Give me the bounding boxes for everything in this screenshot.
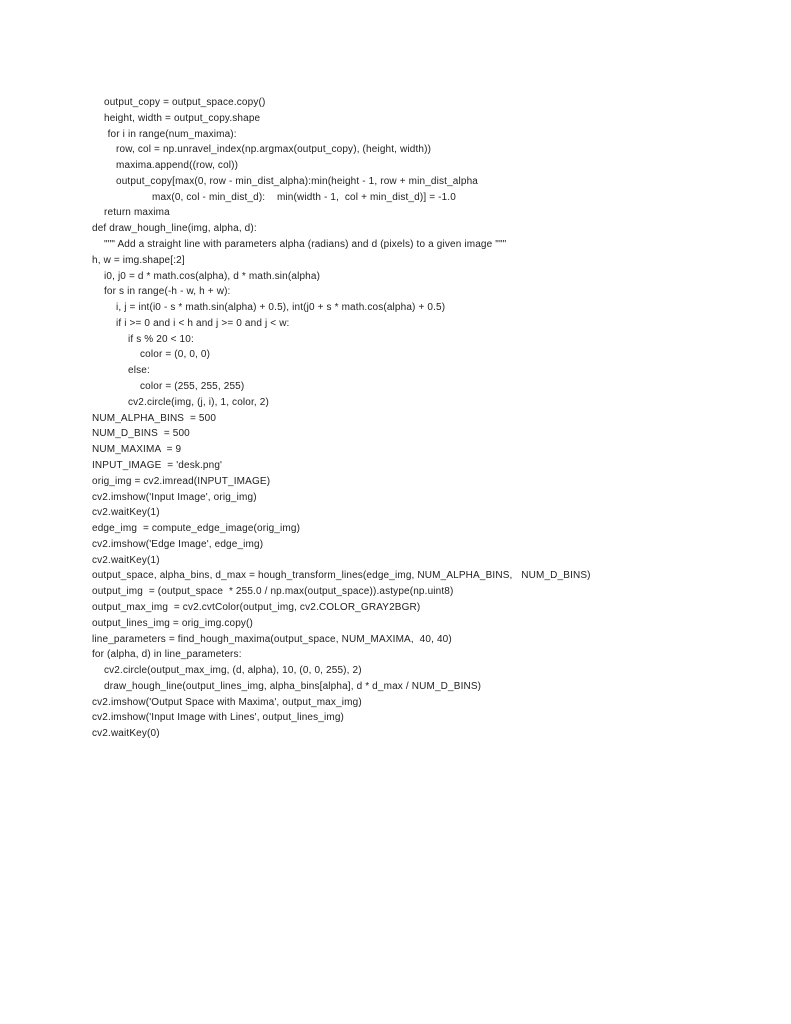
code-line: edge_img = compute_edge_image(orig_img): [92, 523, 301, 535]
code-line: cv2.waitKey(0): [92, 728, 160, 740]
code-line: output_space, alpha_bins, d_max = hough_transform_lines(edge_img, NUM_ALPHA_BINS, NUM_D_BINS): [92, 570, 591, 582]
code-line: row, col = np.unravel_index(np.argmax(output_copy), (height, width)): [116, 144, 432, 156]
code-line: i, j = int(i0 - s * math.sin(alpha) + 0.5), int(j0 + s * math.cos(alpha) + 0.5): [116, 302, 446, 314]
code-line: draw_hough_line(output_lines_img, alpha_bins[alpha], d * d_max / NUM_D_BINS): [104, 680, 482, 692]
code-line: else:: [128, 365, 150, 377]
code-line: for s in range(-h - w, h + w):: [104, 286, 231, 298]
code-line: height, width = output_copy.shape: [104, 112, 261, 124]
code-line: cv2.imshow('Input Image with Lines', output_lines_img): [92, 712, 345, 724]
code-line: cv2.waitKey(1): [92, 507, 160, 519]
code-line: color = (255, 255, 255): [140, 381, 245, 393]
code-line: i0, j0 = d * math.cos(alpha), d * math.sin(alpha): [104, 270, 321, 282]
code-line: if i >= 0 and i < h and j >= 0 and j < w:: [116, 317, 290, 329]
code-line: output_lines_img = orig_img.copy(): [92, 617, 254, 629]
code-line: line_parameters = find_hough_maxima(output_space, NUM_MAXIMA, 40, 40): [92, 633, 452, 645]
code-line: orig_img = cv2.imread(INPUT_IMAGE): [92, 475, 271, 487]
code-line: cv2.imshow('Input Image', orig_img): [92, 491, 257, 503]
code-line: output_img = (output_space * 255.0 / np.max(output_space)).astype(np.uint8): [92, 586, 454, 598]
code-line: cv2.imshow('Output Space with Maxima', output_max_img): [92, 696, 362, 708]
code-line: output_copy[max(0, row - min_dist_alpha):min(height - 1, row + min_dist_alpha: [116, 175, 478, 187]
code-line: cv2.circle(img, (j, i), 1, color, 2): [128, 396, 269, 408]
code-line: cv2.waitKey(1): [92, 554, 160, 566]
code-line: """ Add a straight line with parameters alpha (radians) and d (pixels) to a given image """: [104, 239, 507, 251]
code-line: for (alpha, d) in line_parameters:: [92, 649, 242, 661]
code-line: for i in range(num_maxima):: [107, 128, 237, 140]
code-line: def draw_hough_line(img, alpha, d):: [92, 223, 257, 235]
code-line: cv2.imshow('Edge Image', edge_img): [92, 538, 264, 550]
code-line: if s % 20 < 10:: [128, 333, 194, 345]
code-line: max(0, col - min_dist_d): min(width - 1, col + min_dist_d)] = -1.0: [152, 191, 456, 203]
code-line: color = (0, 0, 0): [140, 349, 211, 361]
code-line: INPUT_IMAGE = 'desk.png': [92, 459, 223, 471]
code-line: NUM_ALPHA_BINS = 500: [92, 412, 217, 424]
code-line: return maxima: [104, 207, 170, 219]
code-line: maxima.append((row, col)): [116, 160, 239, 172]
code-line: NUM_D_BINS = 500: [92, 428, 190, 440]
code-line: NUM_MAXIMA = 9: [92, 444, 182, 456]
code-line: cv2.circle(output_max_img, (d, alpha), 10, (0, 0, 255), 2): [104, 665, 362, 677]
code-line: output_max_img = cv2.cvtColor(output_img, cv2.COLOR_GRAY2BGR): [92, 601, 421, 613]
code-line: h, w = img.shape[:2]: [92, 254, 185, 266]
code-line: output_copy = output_space.copy(): [104, 97, 266, 108]
